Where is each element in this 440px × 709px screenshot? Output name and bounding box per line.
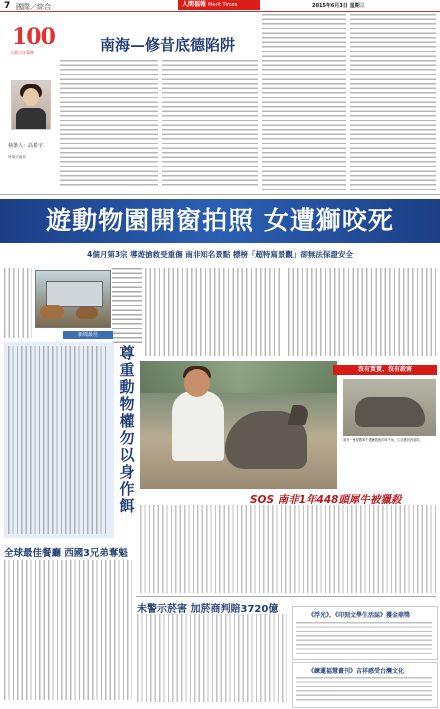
left-bottom-col — [4, 560, 132, 700]
banner-headline: 遊動物園開窗拍照 女遭獅咬死 — [46, 206, 394, 235]
sidebar-text — [8, 346, 108, 534]
author-role: 時事評論員 — [8, 155, 26, 159]
article-col-a — [145, 268, 283, 356]
money-headline: 未警示菸害 加菸商判賠3720億 — [137, 604, 279, 615]
author-name: 執筆人：高希宇 — [8, 143, 44, 149]
column-body-1 — [60, 60, 158, 188]
column-body-3 — [262, 14, 346, 190]
article-col-c — [4, 268, 32, 338]
issue-date: 2015年6月3日 星期三 — [312, 3, 365, 9]
rhino-photo — [140, 361, 337, 489]
page-number: 7 — [4, 1, 11, 11]
dead-rhino-photo — [343, 379, 436, 436]
right-box-2-title: 《練蓮福慧畫刊》吉祥感受台灣文化 — [308, 668, 405, 675]
bottom-left-headline: 全球最佳餐廳 西國3兄弟奪魁 — [4, 548, 128, 559]
masthead-logo: 人間福報 Merit Times — [178, 0, 260, 10]
header-rule — [0, 11, 440, 12]
column-body-2 — [162, 60, 258, 188]
vertical-title: 尊重動物權 勿以身作餌 — [119, 344, 135, 515]
column-body-4 — [350, 14, 436, 190]
section-label: 國際／綜合 — [16, 3, 51, 11]
author-portrait — [11, 80, 51, 130]
photo-caption: 南非一隻屍體犀牛遭獵殺後的犀牛角，生前遭到西盜取。 — [343, 438, 423, 442]
right-box-2-text — [296, 677, 432, 703]
banner-subheadline: 4個月第3宗 導遊搶救受重傷 南非知名景點 標榜「超特寫景觀」卻無法保證安全 — [87, 250, 353, 259]
logo-100-caption: 人間百年筆陣 — [10, 50, 34, 55]
right-box-1-text — [296, 622, 432, 654]
safari-photo — [35, 270, 111, 328]
column-title: 南海—修昔底德陷阱 — [100, 36, 236, 54]
logo-100: 100 — [12, 24, 55, 50]
red-label: 沒有買賣、沒有殺害 — [333, 365, 437, 375]
section-tag: 新聞最佳 — [63, 331, 113, 339]
column-divider — [0, 194, 440, 195]
sos-headline: SOS 南非1年448頭犀牛被獵殺 — [250, 494, 402, 506]
money-article — [137, 614, 287, 702]
lower-col-a — [140, 505, 436, 593]
article-left-col — [112, 268, 142, 343]
right-box-1-title: 《浮光》、《印刻文學生活誌》獲金鼎獎 — [308, 612, 411, 619]
mid-divider — [136, 596, 436, 597]
article-col-b — [288, 268, 436, 356]
